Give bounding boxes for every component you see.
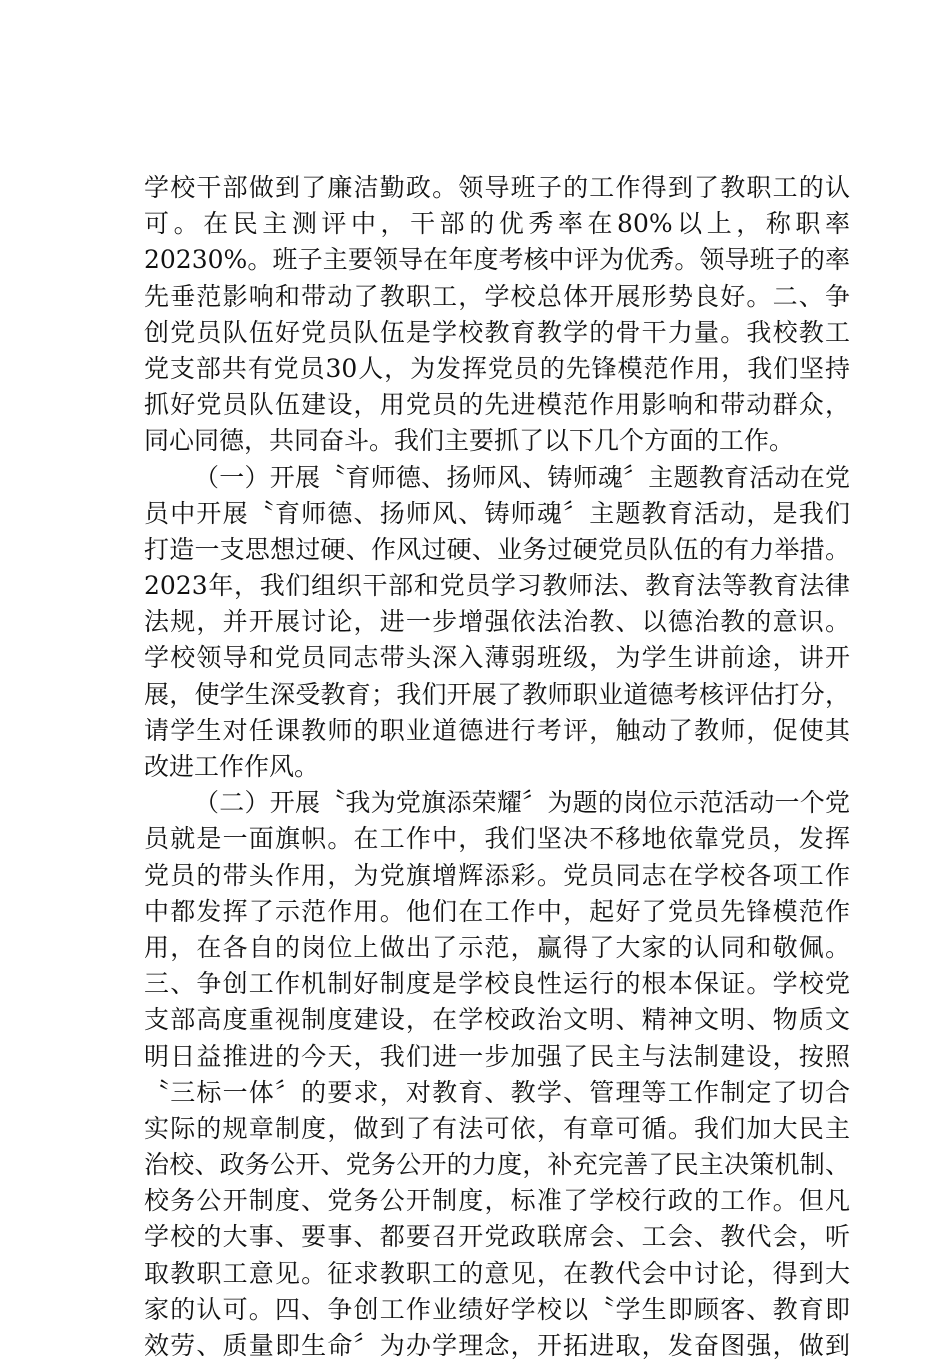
paragraph-1 <box>144 170 850 460</box>
text-line: 三、争创工作机制好制度是学校良性运行的根本保证。学校党 <box>144 969 850 999</box>
text-line: 抓好党员队伍建设，用党员的先进模范作用影响和带动群众， <box>144 390 850 420</box>
text-line: 学校领导和党员同志带头深入薄弱班级，为学生讲前途，讲开 <box>144 643 850 673</box>
text-line: 2023年，我们组织干部和党员学习教师法、教育法等教育法律 <box>144 571 850 601</box>
text-line: （二）开展〝我为党旗添荣耀〞为题的岗位示范活动一个党 <box>194 788 850 818</box>
text-line: 同心同德，共同奋斗。我们主要抓了以下几个方面的工作。 <box>144 426 795 456</box>
paragraph-2 <box>144 460 850 786</box>
text-line: 实际的规章制度，做到了有法可依，有章可循。我们加大民主 <box>144 1113 850 1143</box>
text-line: 创党员队伍好党员队伍是学校教育教学的骨干力量。我校教工 <box>144 317 850 347</box>
text-line: 可。在民主测评中，干部的优秀率在80%以上，称职率 <box>144 209 850 239</box>
text-line: 明日益推进的今天，我们进一步加强了民主与法制建设，按照 <box>144 1041 850 1071</box>
text-line: 党员的带头作用，为党旗增辉添彩。党员同志在学校各项工作 <box>144 860 850 890</box>
text-line: 请学生对任课教师的职业道德进行考评，触动了教师，促使其 <box>144 715 850 745</box>
text-line: 打造一支思想过硬、作风过硬、业务过硬党员队伍的有力举措。 <box>144 534 850 564</box>
text-line: 员就是一面旗帜。在工作中，我们坚决不移地依靠党员，发挥 <box>144 824 850 854</box>
text-line: 中都发挥了示范作用。他们在工作中，起好了党员先锋模范作 <box>144 896 850 926</box>
text-line: 家的认可。四、争创工作业绩好学校以〝学生即顾客、教育即 <box>144 1294 850 1324</box>
document-body <box>144 170 850 1364</box>
text-line: 取教职工意见。征求教职工的意见，在教代会中讨论，得到大 <box>144 1258 850 1288</box>
text-line: 用，在各自的岗位上做出了示范，赢得了大家的认同和敬佩。 <box>144 932 850 962</box>
text-line: 改进工作作风。 <box>144 752 320 781</box>
text-line: 展，使学生深受教育；我们开展了教师职业道德考核评估打分， <box>144 679 850 709</box>
text-line: 支部高度重视制度建设，在学校政治文明、精神文明、物质文 <box>144 1005 850 1035</box>
text-line: 校务公开制度、党务公开制度，标准了学校行政的工作。但凡 <box>144 1186 850 1216</box>
text-line: 员中开展〝育师德、扬师风、铸师魂〞主题教育活动，是我们 <box>144 498 850 528</box>
paragraph-3 <box>144 785 850 1364</box>
text-line: 法规，并开展讨论，进一步增强依法治教、以德治教的意识。 <box>144 607 850 637</box>
text-line: 学校干部做到了廉洁勤政。领导班子的工作得到了教职工的认 <box>144 173 850 202</box>
text-line: （一）开展〝育师德、扬师风、铸师魂〞主题教育活动在党 <box>194 462 850 492</box>
text-line: 〝三标一体〞的要求，对教育、教学、管理等工作制定了切合 <box>144 1077 850 1107</box>
text-line: 党支部共有党员30人，为发挥党员的先锋模范作用，我们坚持 <box>144 353 850 383</box>
text-line: 学校的大事、要事、都要召开党政联席会、工会、教代会，听 <box>144 1222 850 1252</box>
text-line: 治校、政务公开、党务公开的力度，补充完善了民主决策机制、 <box>144 1150 850 1180</box>
text-line: 效劳、质量即生命〞为办学理念，开拓进取，发奋图强，做到 <box>144 1331 850 1360</box>
text-line: 先垂范影响和带动了教职工，学校总体开展形势良好。二、争 <box>144 281 850 311</box>
text-line: 20230%。班子主要领导在年度考核中评为优秀。领导班子的率 <box>144 245 850 275</box>
